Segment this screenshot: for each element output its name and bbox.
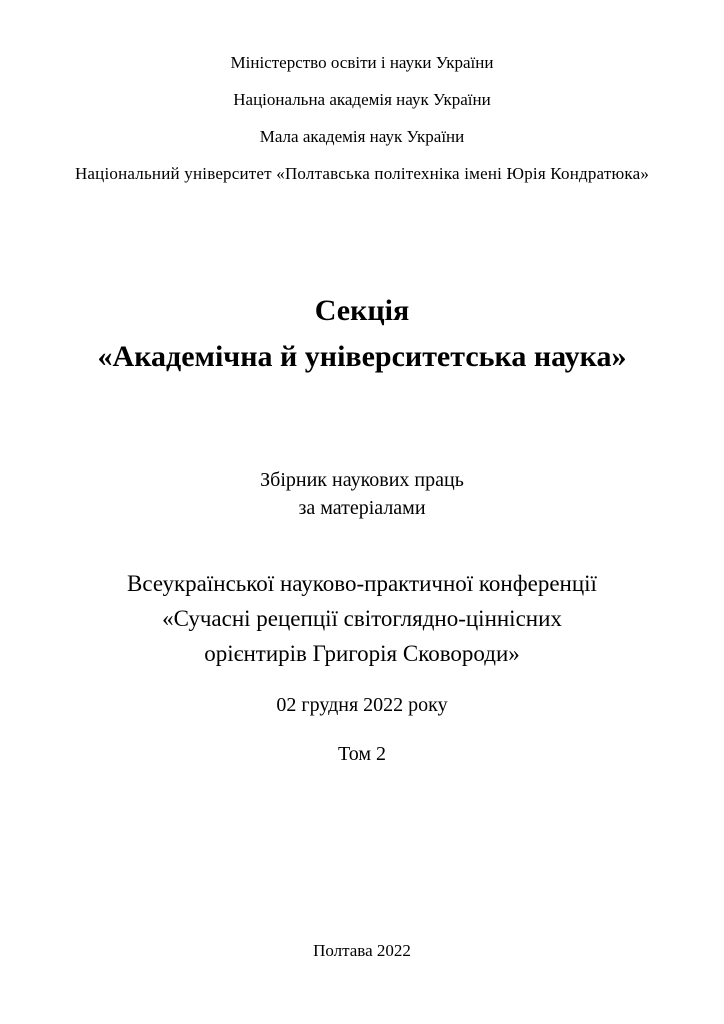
collection-subtitle-line2: за матеріалами — [298, 497, 426, 519]
national-academy-line: Національна академія наук України — [233, 90, 491, 109]
institutions-header — [0, 44, 724, 192]
small-academy-line: Мала академія наук України — [259, 127, 465, 146]
section-title-line1: Секція — [314, 294, 410, 327]
event-date: 02 грудня 2022 року — [276, 694, 448, 716]
ministry-line: Міністерство освіти і науки України — [230, 53, 494, 72]
section-title — [0, 288, 724, 380]
university-line: Національний університет «Полтавська політехніка імені Юрія Кондратюка» — [74, 164, 650, 183]
conference-name-line2: «Сучасні рецепції світоглядно-ціннісних — [162, 606, 562, 631]
conference-name-line3: орієнтирів Григорія Сковороди» — [204, 641, 520, 666]
volume-label: Том 2 — [338, 743, 386, 765]
city-year-footer: Полтава 2022 — [313, 941, 411, 960]
conference-name-line1: Всеукраїнської науково-практичної конференції — [127, 571, 597, 596]
collection-subtitle-line1: Збірник наукових праць — [260, 469, 464, 491]
section-title-line2: «Академічна й університетська наука» — [97, 340, 627, 373]
conference-name — [0, 566, 724, 671]
collection-subtitle — [0, 466, 724, 522]
